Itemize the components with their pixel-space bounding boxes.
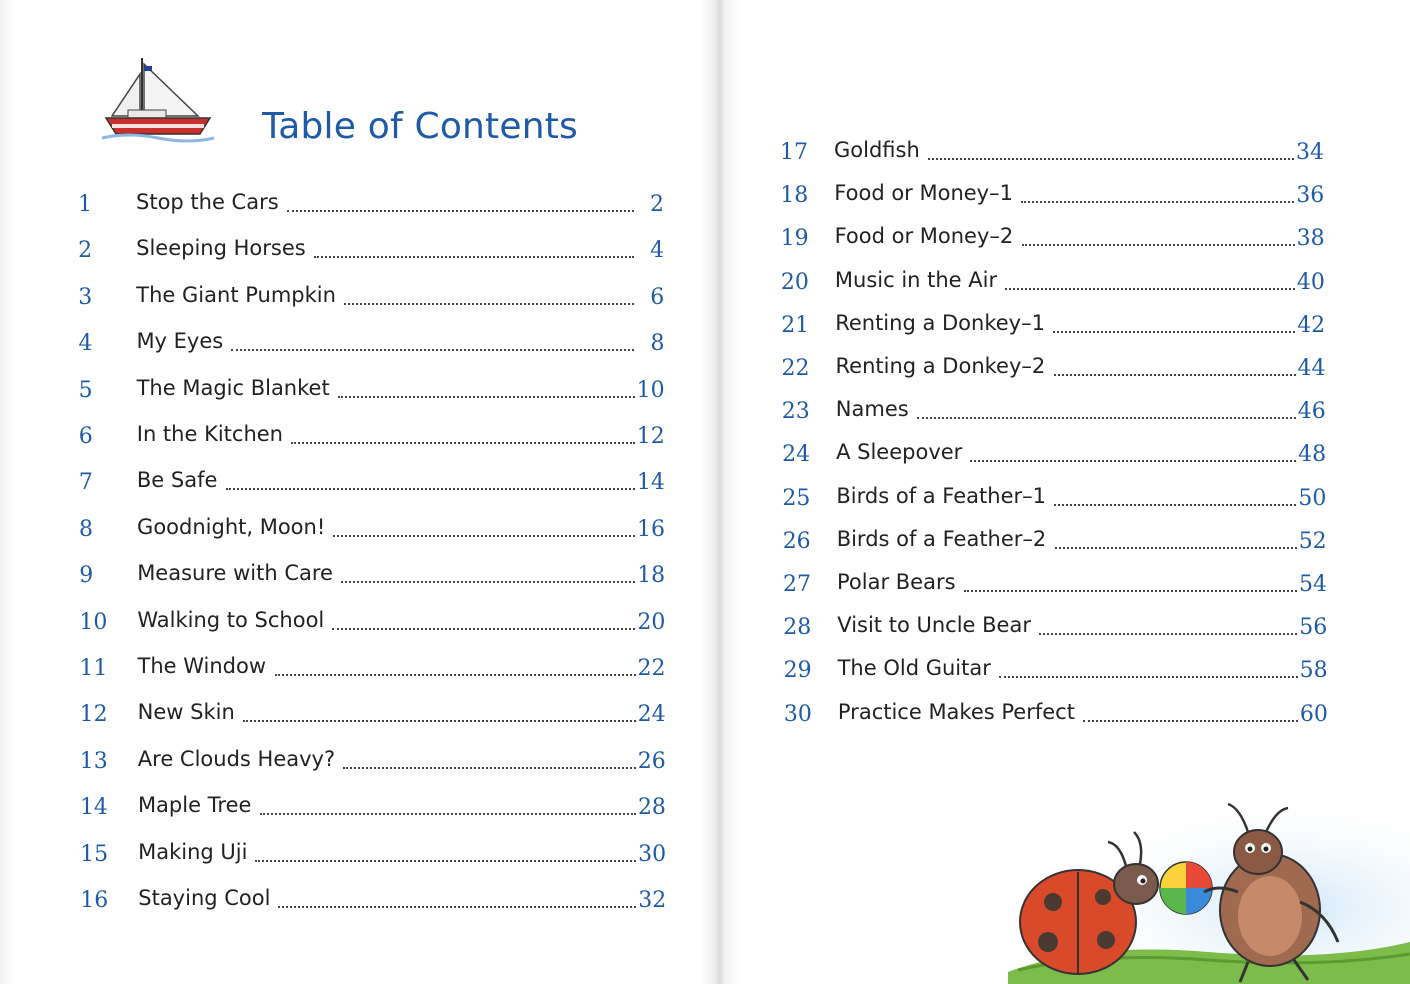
entry-title: A Sleepover [836,440,963,465]
entry-title: Making Uji [138,839,248,864]
entry-title: Names [835,397,909,422]
entry-number: 22 [781,356,810,381]
entry-page-number: 42 [1297,312,1326,338]
entry-title: Birds of a Feather–1 [836,483,1046,508]
entry-page-number: 20 [637,609,666,635]
entry-title: Maple Tree [137,793,252,818]
entry-number: 9 [79,563,94,589]
entry-page-number: 54 [1299,572,1327,597]
entry-page-number: 50 [1298,485,1327,511]
leader-dots [287,206,634,212]
leader-dots [1005,284,1295,290]
entry-title: Music in the Air [834,267,998,292]
entry-number: 11 [79,656,108,681]
leader-dots [1054,370,1296,376]
book-gutter-shadow [700,0,740,984]
entry-page-number: 14 [636,470,665,496]
entry-number: 29 [783,658,812,684]
leader-dots [341,577,635,583]
entry-title: Goldfish [834,138,920,162]
entry-number: 12 [79,702,108,728]
leader-dots [338,392,635,398]
leader-dots [917,413,1296,419]
sailboat-icon [98,52,218,148]
leader-dots [343,763,636,769]
entry-number: 18 [780,183,809,209]
entry-number: 19 [780,226,809,252]
entry-page-number: 30 [638,841,667,867]
leader-dots [344,299,634,305]
entry-page-number: 56 [1299,615,1328,641]
entry-title: The Magic Blanket [136,375,330,400]
leader-dots [1053,327,1295,333]
entry-page-number: 4 [650,238,665,264]
entry-page-number: 48 [1298,442,1327,468]
leader-dots [1022,240,1295,246]
leader-dots [1039,629,1297,635]
entry-number: 4 [78,331,93,357]
entry-title: Measure with Care [137,561,333,586]
leader-dots [1054,500,1296,506]
entry-number: 15 [80,841,109,867]
entry-number: 2 [78,238,93,264]
leader-dots [275,670,636,676]
leader-dots [260,809,636,815]
entry-number: 6 [78,424,93,449]
entry-title: The Old Guitar [837,656,991,681]
entry-page-number: 22 [637,656,666,681]
entry-title: Food or Money–1 [834,181,1013,206]
ladybugs-illustration [1008,792,1410,984]
entry-title: Be Safe [136,468,218,493]
entry-number: 27 [783,572,811,597]
entry-number: 7 [78,470,93,496]
entry-page-number: 2 [650,192,664,217]
entry-number: 14 [79,795,108,821]
entry-page-number: 8 [650,331,665,357]
entry-page-number: 58 [1299,658,1328,684]
entry-title: My Eyes [136,329,224,354]
entry-title: Walking to School [137,607,325,632]
entry-number: 23 [781,399,810,425]
page-title: Table of Contents [262,106,579,147]
entry-number: 20 [780,269,809,295]
leader-dots [999,672,1298,678]
entry-title: Goodnight, Moon! [137,514,326,539]
entry-number: 3 [78,284,93,310]
entry-page-number: 46 [1297,399,1326,425]
entry-page-number: 10 [636,377,665,403]
leader-dots [255,856,636,862]
entry-title: New Skin [137,700,235,725]
leader-dots [928,154,1294,160]
entry-title: Renting a Donkey–1 [835,310,1045,335]
entry-number: 24 [782,442,811,468]
entry-title: The Window [137,654,267,678]
entry-number: 30 [783,701,812,727]
entry-page-number: 18 [637,563,666,589]
entry-page-number: 60 [1299,701,1328,727]
entry-number: 13 [79,748,108,774]
entry-number: 26 [782,528,811,554]
entry-title: Polar Bears [837,570,956,594]
entry-title: In the Kitchen [136,422,283,446]
entry-number: 8 [79,516,94,542]
entry-title: Renting a Donkey–2 [835,354,1046,378]
entry-page-number: 16 [637,516,666,542]
entry-title: Food or Money–2 [834,224,1014,249]
entry-number: 16 [80,888,109,913]
entry-number: 17 [780,140,808,165]
entry-page-number: 6 [650,284,665,310]
entry-page-number: 12 [636,424,665,449]
entry-title: Sleeping Horses [136,236,306,261]
entry-page-number: 28 [637,795,666,821]
entry-page-number: 34 [1296,140,1324,165]
leader-dots [1055,543,1297,549]
entry-title: Stop the Cars [136,190,279,214]
entry-page-number: 26 [637,748,666,774]
leader-dots [231,345,634,351]
leader-dots [970,456,1296,462]
entry-page-number: 36 [1296,183,1325,209]
leader-dots [314,252,634,258]
leader-dots [291,438,635,444]
leader-dots [278,902,636,908]
entry-number: 5 [78,377,93,403]
entry-number: 21 [781,312,810,338]
entry-page-number: 40 [1296,269,1325,295]
leader-dots [1083,716,1298,722]
entry-title: The Giant Pumpkin [136,282,336,307]
entry-page-number: 32 [638,888,667,913]
leader-dots [1021,197,1294,203]
entry-title: Are Clouds Heavy? [137,746,336,771]
entry-page-number: 52 [1298,528,1327,554]
leader-dots [226,484,635,490]
entry-number: 10 [79,609,108,635]
leader-dots [964,586,1297,592]
leader-dots [333,531,635,537]
leader-dots [243,716,636,722]
entry-title: Practice Makes Perfect [837,699,1075,724]
entry-page-number: 44 [1297,356,1326,381]
entry-number: 25 [782,485,811,511]
entry-page-number: 24 [637,702,666,728]
entry-title: Visit to Uncle Bear [837,613,1031,638]
entry-page-number: 38 [1296,226,1325,252]
entry-number: 28 [783,615,812,641]
page-edge-shadow [0,0,14,984]
entry-title: Birds of a Feather–2 [836,526,1047,551]
entry-number: 1 [78,192,92,217]
leader-dots [332,624,635,630]
entry-title: Staying Cool [138,886,271,910]
